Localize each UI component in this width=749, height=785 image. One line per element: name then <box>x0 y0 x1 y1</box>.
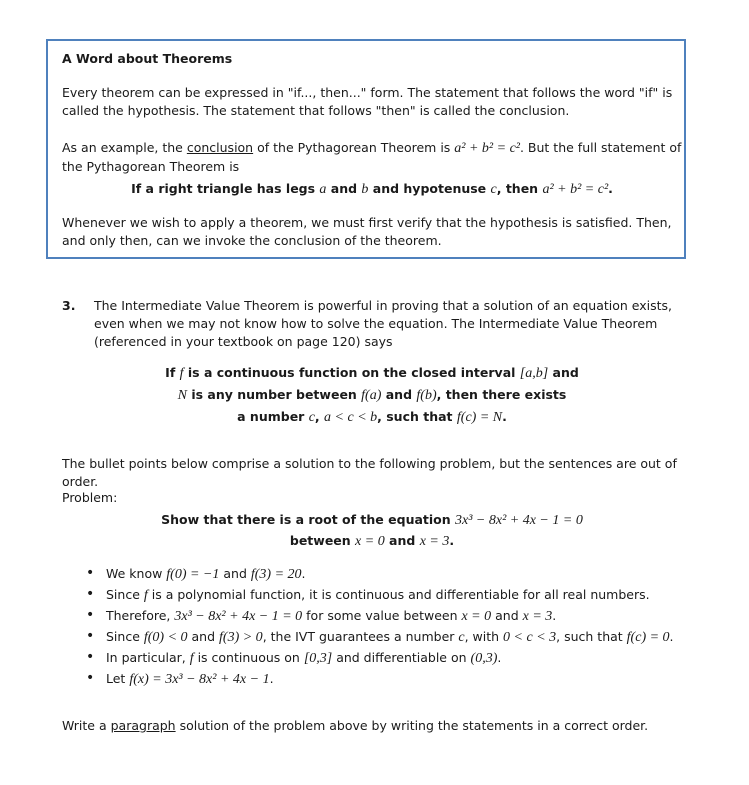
question-number: 3. <box>62 298 76 313</box>
box-heading: A Word about Theorems <box>62 51 233 66</box>
list-item: • Since f is a polynomial function, it is continuous and differentiable for all real numbers. <box>86 584 726 605</box>
conclusion-term: conclusion <box>186 140 254 155</box>
problem-statement: Show that there is a root of the equation 3x³ − 8x² + 4x − 1 = 0 between x = 0 and x = 3. <box>161 512 583 549</box>
question-3-text: The Intermediate Value Theorem is powerful in proving that a solution of an equation exists, even when we may not know how to solve the equation. The Intermediate Value Theorem (referenced in your textbook on page 120) says <box>94 298 673 349</box>
problem-label: Problem: <box>62 490 118 505</box>
list-item: • In particular, f is continuous on [0,3] and differentiable on (0,3). <box>86 647 726 668</box>
list-item: • Therefore, 3x³ − 8x² + 4x − 1 = 0 for some value between x = 0 and x = 3. <box>86 605 726 626</box>
solution-bullets <box>86 563 726 689</box>
bullet-intro: The bullet points below comprise a solution to the following problem, but the sentences are out of order. <box>62 456 677 489</box>
pythagorean-statement: If a right triangle has legs a and b and hypotenuse c, then a² + b² = c². <box>131 181 613 197</box>
final-instruction: Write a paragraph solution of the problem above by writing the statements in a correct order. <box>62 718 649 733</box>
list-item: • Since f(0) < 0 and f(3) > 0, the IVT guarantees a number c, with 0 < c < 3, such that f(c) = 0. <box>86 626 726 647</box>
box-paragraph-3: Whenever we wish to apply a theorem, we must first verify that the hypothesis is satisfied. Then, and only then, can we invoke the conclusion of the theorem. <box>62 215 672 248</box>
ivt-statement: If f is a continuous function on the closed interval [a,b] and N is any number between f(a) and f(b), then there exists a number c, a < c < b, such that f(c) = N. <box>165 365 579 425</box>
paragraph-term: paragraph <box>110 718 176 733</box>
list-item: • We know f(0) = −1 and f(3) = 20. <box>86 563 726 584</box>
box-paragraph-1: Every theorem can be expressed in "if..., then..." form. The statement that follows the word "if" is called the hypothesis. The statement that follows "then" is called the conclusion. <box>62 85 673 118</box>
list-item: • Let f(x) = 3x³ − 8x² + 4x − 1. <box>86 668 726 689</box>
box-paragraph-2: As an example, the conclusion of the Pythagorean Theorem is a² + b² = c². But the full statement of the Pythagorean Theorem is <box>62 140 682 174</box>
